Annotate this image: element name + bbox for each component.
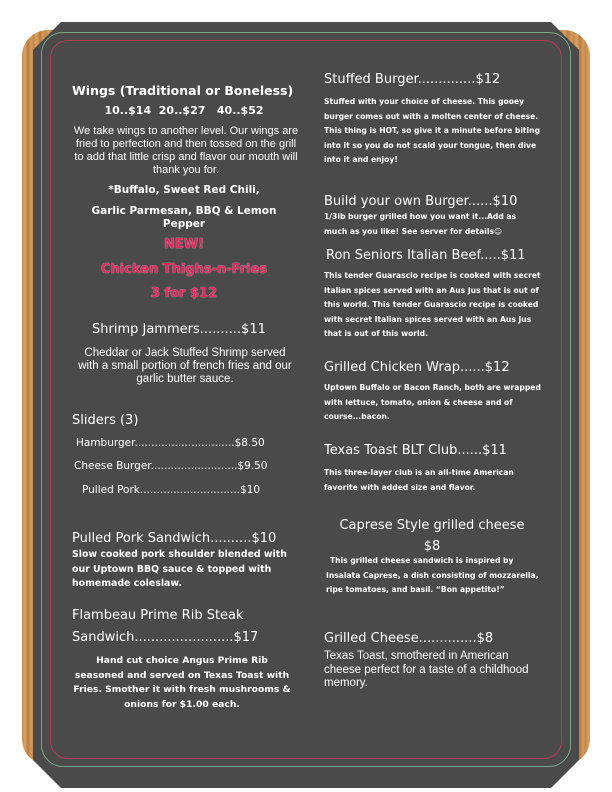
sliders-title: Sliders (3) [72,413,139,428]
wings-flavors-line2: Garlic Parmesan, BBQ & Lemon Pepper [91,205,277,230]
prime-rib-title-line2: Sandwich........................$17 [72,630,259,645]
wings-flavors-line1: *Buffalo, Sweet Red Chili, [108,184,260,196]
prime-rib-title-line1: Flambeau Prime Rib Steak [72,608,244,623]
build-burger-title: Build your own Burger......$10 [324,194,518,209]
build-burger-description: 1/3lb burger grilled how you want it...Add as much as you like! See server for details☺ [324,212,517,236]
grilled-cheese-description: Texas Toast, smothered in American cheese perfect for a taste of a childhood memory. [324,650,529,689]
slider-item-pulled-pork: Pulled Pork..............................$10 [82,484,261,496]
slider-item-hamburger: Hamburger..............................$8.50 [76,437,265,449]
new-label: NEW! [163,237,205,252]
italian-beef-description: This tender Guarascio recipe is cooked with secret Italian spices served with an Aus Jus that is out of this world. This tender Guarascio recipe is cooked with secret Italian spices served with an Aus Jus that is out of this world. [324,271,541,338]
pulled-pork-description: Slow cooked pork shoulder blended with our Uptown BBQ sauce & topped with homemade coleslaw. [72,549,287,589]
chicken-wrap-description: Uptown Buffalo or Bacon Ranch, both are wrapped with lettuce, tomato, onion & cheese and of course...bacon. [324,383,541,421]
chicken-wrap-title: Grilled Chicken Wrap......$12 [324,360,510,375]
italian-beef-title: Ron Seniors Italian Beef.....$11 [326,248,526,263]
prime-rib-description: Hand cut choice Angus Prime Rib seasoned and served on Texas Toast with Fries. Smother it with fresh mushrooms & onions for $1.00 each. [73,655,291,710]
blt-description: This three-layer club is an all-time American favorite with added size and flavor. [324,468,514,492]
blt-title: Texas Toast BLT Club......$11 [324,443,507,458]
slider-item-cheese-burger: Cheese Burger..........................$9.50 [74,460,268,472]
new-item-name: Chicken Thighs-n-Fries [100,262,268,277]
shrimp-title: Shrimp Jammers..........$11 [92,322,266,337]
shrimp-description: Cheddar or Jack Stuffed Shrimp served with a small portion of french fries and our garlic butter sauce. [78,347,292,385]
caprese-description: This grilled cheese sandwich is inspired by Insalata Caprese, a dish consisting of mozzarella, ripe tomatoes, and basil. “Bon appetito!” [326,556,539,594]
caprese-title: Caprese Style grilled cheese [339,518,525,533]
new-item-price: 3 for $12 [150,286,218,301]
wings-description: We take wings to another level. Our wings are fried to perfection and then tossed on the grill to add that little crisp and flavor our mouth will thank you for. [73,125,299,176]
stuffed-burger-title: Stuffed Burger..............$12 [324,72,501,87]
caprese-price: $8 [423,539,441,554]
stuffed-burger-description: Stuffed with your choice of cheese. This gooey burger comes out with a molten center of cheese. This thing is HOT, so give it a minute before biting into it so you do not scald your tongue, then dive into it and enjoy! [324,97,540,164]
grilled-cheese-title: Grilled Cheese..............$8 [324,631,494,646]
wings-title: Wings (Traditional or Boneless) [72,83,294,98]
pulled-pork-title: Pulled Pork Sandwich..........$10 [72,531,277,546]
wings-prices: 10..$14 20..$27 40..$52 [104,104,264,117]
